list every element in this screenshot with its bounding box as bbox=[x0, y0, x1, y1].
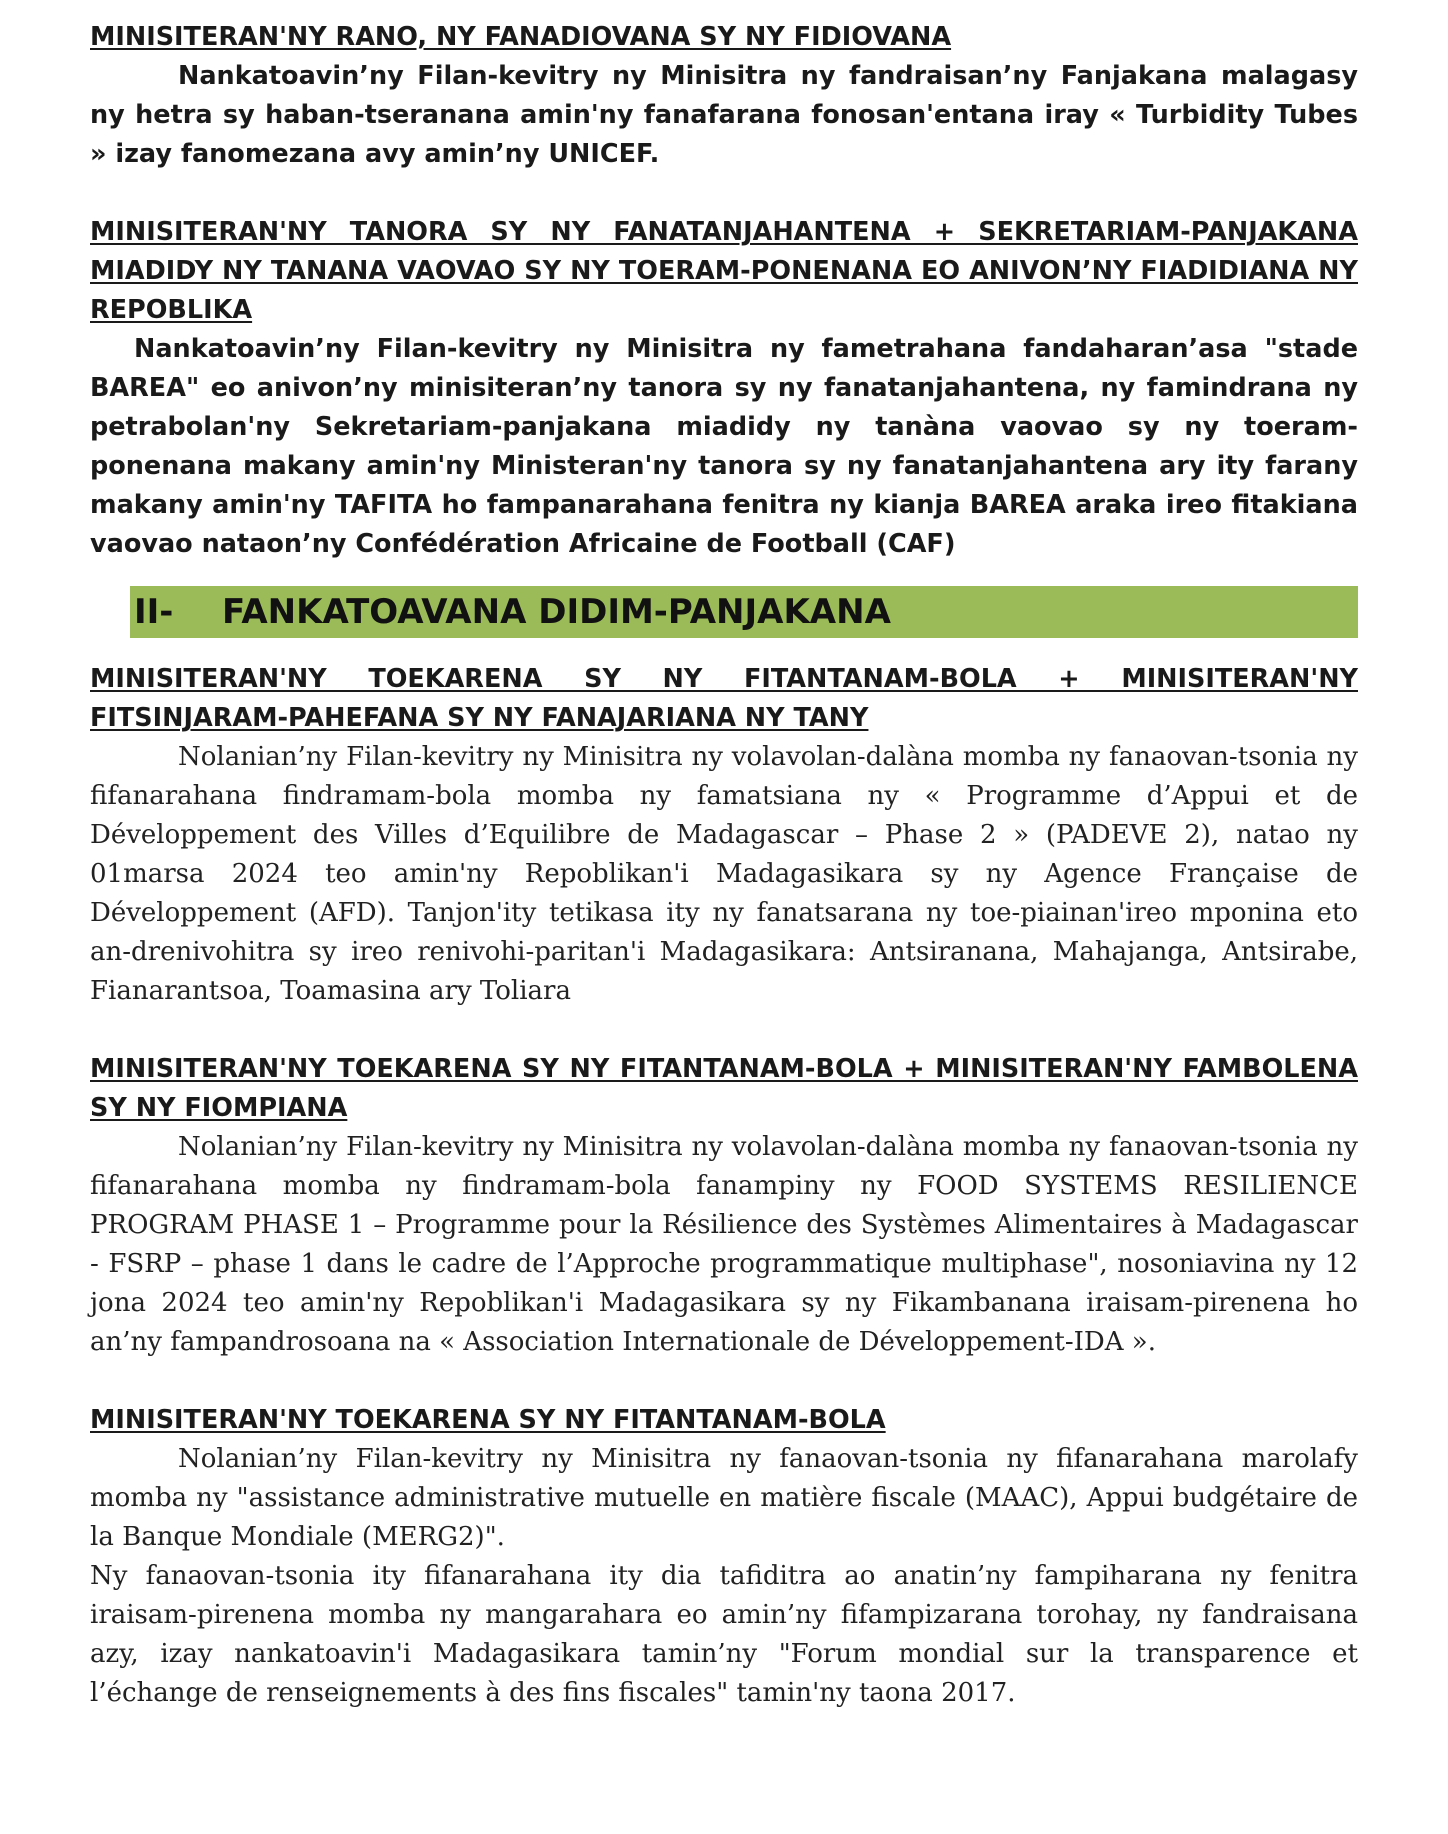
section-banner bbox=[130, 586, 1358, 638]
spacer bbox=[90, 1362, 1358, 1401]
section-number: II- bbox=[134, 592, 174, 632]
section-title: FANKATOAVANA DIDIM-PANJAKANA bbox=[222, 592, 891, 632]
decision-text-water: Nankatoavin’ny Filan-kevitry ny Minisitra ny fandraisan’ny Fanjakana malagasy ny hetra sy haban-tseranana amin'ny fanafarana fonosan'entana iray « Turbidity Tubes » izay fanomezana avy amin’ny UNICEF. bbox=[90, 61, 1358, 169]
decree-text-maac-continued: Ny fanaovan-tsonia ity fifanarahana ity dia tafiditra ao anatin’ny fampiharana ny fenitra iraisam-pirenena momba ny mangarahara eo amin’ny fifampizarana torohay, ny fandraisana azy, izay nankatoavin'i Madagasikara tamin’ny "Forum mondial sur la transparence et l’échange de renseignements à des fins fiscales" tamin'ny taona 2017. bbox=[90, 1561, 1358, 1708]
spacer bbox=[90, 564, 1358, 586]
ministry-heading-water: MINISITERAN'NY RANO, NY FANADIOVANA SY NY FIDIOVANA bbox=[90, 22, 952, 52]
decree-text-fsrp: Nolanian’ny Filan-kevitry ny Minisitra ny volavolan-dalàna momba ny fanaovan-tsonia ny fifanarahana momba ny findramam-bola fanampiny ny FOOD SYSTEMS RESILIENCE PROGRAM PHASE 1 – Programme pour la Résilience des Systèmes Alimentaires à Madagascar - FSRP – phase 1 dans le cadre de l’Approche programmatique multiphase", nosoniavina ny 12 jona 2024 teo amin'ny Repoblikan'i Madagasikara sy ny Fikambanana iraisam-pirenena ho an’ny fampandrosoana na « Association Internationale de Développement-IDA ». bbox=[90, 1132, 1358, 1357]
spacer bbox=[90, 174, 1358, 213]
ministry-heading-youth-sports: MINISITERAN'NY TANORA SY NY FANATANJAHANTENA + SEKRETARIAM-PANJAKANA MIADIDY NY TANANA VAOVAO SY NY TOERAM-PONENANA EO ANIVON’NY FIADIDIANA NY REPOBLIKA bbox=[90, 217, 1358, 325]
decree-text-padeve: Nolanian’ny Filan-kevitry ny Minisitra ny volavolan-dalàna momba ny fanaovan-tsonia ny fifanarahana findramam-bola momba ny famatsiana ny « Programme d’Appui et de Développement des Villes d’Equilibre de Madagascar – Phase 2 » (PADEVE 2), natao ny 01marsa 2024 teo amin'ny Repoblikan'i Madagasikara sy ny Agence Française de Développement (AFD). Tanjon'ity tetikasa ity ny fanatsarana ny toe-piainan'ireo mponina eto an-drenivohitra sy ireo renivohi-paritan'i Madagasikara: Antsiranana, Mahajanga, Antsirabe, Fianarantsoa, Toamasina ary Toliara bbox=[90, 742, 1358, 1006]
ministry-heading-economy-agriculture: MINISITERAN'NY TOEKARENA SY NY FITANTANAM-BOLA + MINISITERAN'NY FAMBOLENA SY NY FIOMPIANA bbox=[90, 1054, 1358, 1123]
decision-text-youth-sports: Nankatoavin’ny Filan-kevitry ny Minisitra ny fametrahana fandaharan’asa "stade BAREA" eo anivon’ny minisiteran’ny tanora sy ny fanatanjahantena, ny famindrana ny petrabolan'ny Sekretariam-panjakana miadidy ny tanàna vaovao sy ny toeram-ponenana makany amin'ny Ministeran'ny tanora sy ny fanatanjahantena ary ity farany makany amin'ny TAFITA ho fampanarahana fenitra ny kianja BAREA araka ireo fitakiana vaovao nataon’ny Confédération Africaine de Football (CAF) bbox=[90, 334, 1358, 559]
decree-text-maac: Nolanian’ny Filan-kevitry ny Minisitra ny fanaovan-tsonia ny fifanarahana marolafy momba ny "assistance administrative mutuelle en matière fiscale (MAAC), Appui budgétaire de la Banque Mondiale (MERG2)". bbox=[90, 1444, 1358, 1552]
ministry-heading-economy: MINISITERAN'NY TOEKARENA SY NY FITANTANAM-BOLA bbox=[90, 1405, 886, 1435]
spacer bbox=[90, 638, 1358, 660]
ministry-heading-economy-decentralization: MINISITERAN'NY TOEKARENA SY NY FITANTANAM-BOLA + MINISITERAN'NY FITSINJARAM-PAHEFANA SY NY FANAJARIANA NY TANY bbox=[90, 664, 1358, 733]
document-page bbox=[90, 18, 1358, 1713]
spacer bbox=[90, 1011, 1358, 1050]
